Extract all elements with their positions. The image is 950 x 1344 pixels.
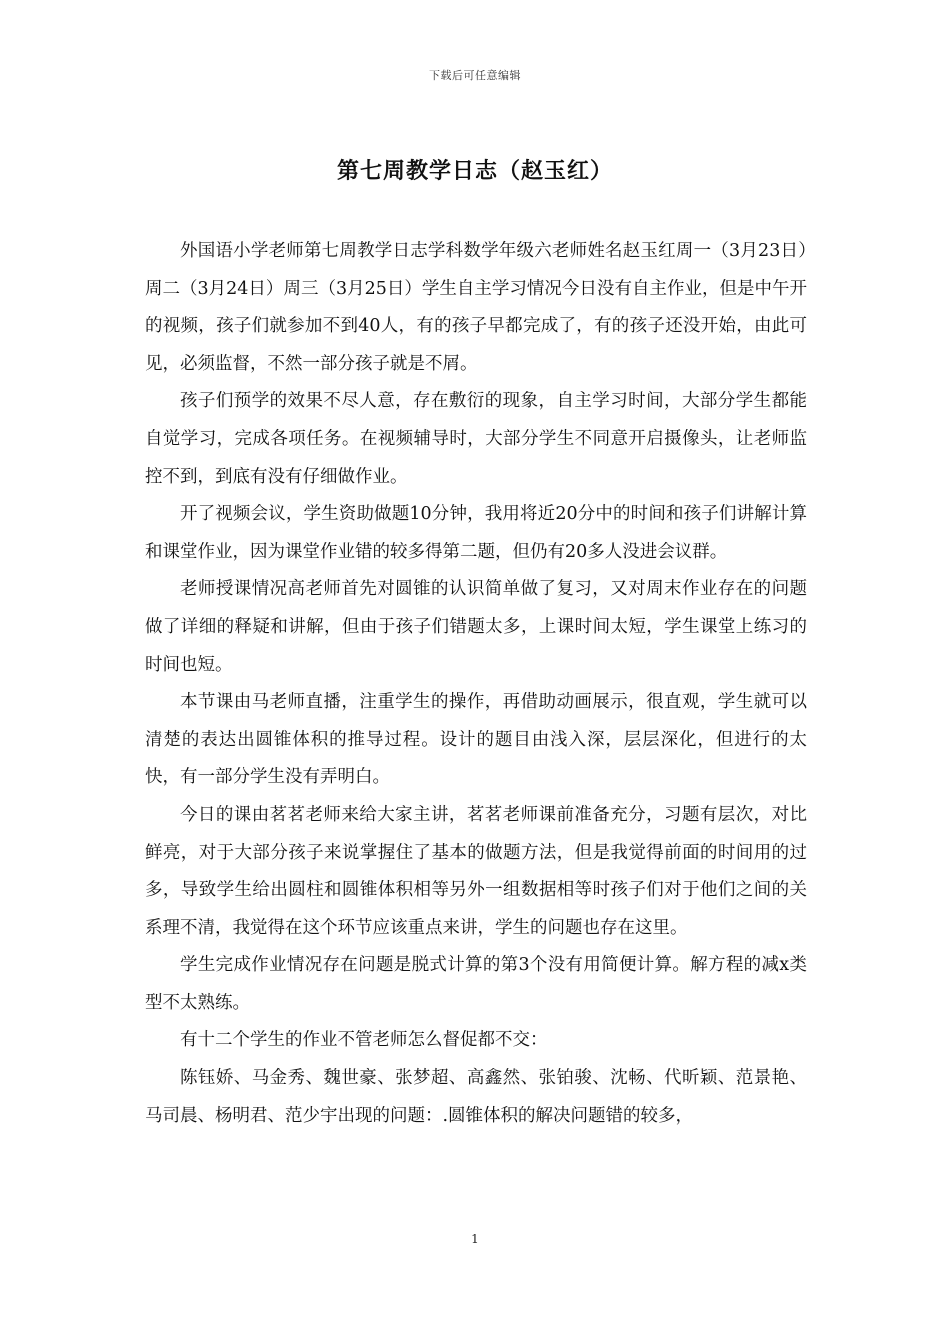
paragraph: 有十二个学生的作业不管老师怎么督促都不交： xyxy=(180,1030,548,1051)
paragraph: 学生完成作业情况存在问题是脱式计算的第3个没有用简便计算。解方程的减x类型不太熟练。 xyxy=(145,955,807,1013)
paragraph: 陈钰娇、马金秀、魏世豪、张梦超、高鑫然、张铂骏、沈畅、代昕颖、范景艳、马司晨、杨明君、范少宇出现的问题：.圆锥体积的解决问题错的较多， xyxy=(145,1068,807,1126)
paragraph: 开了视频会议，学生资助做题10分钟，我用将近20分中的时间和孩子们讲解计算和课堂作业，因为课堂作业错的较多得第二题，但仍有20多人没进会议群。 xyxy=(145,504,807,562)
header-note: 下载后可任意编辑 xyxy=(429,69,521,82)
page-number: 1 xyxy=(471,1232,479,1246)
paragraph: 今日的课由茗茗老师来给大家主讲，茗茗老师课前准备充分，习题有层次，对比鲜亮，对于大部分孩子来说掌握住了基本的做题方法，但是我觉得前面的时间用的过多，导致学生给出圆柱和圆锥体积相等另外一组数据相等时孩子们对于他们之间的关系理不清，我觉得在这个环节应该重点来讲，学生的问题也存在这里。 xyxy=(145,804,807,938)
paragraph: 老师授课情况高老师首先对圆锥的认识简单做了复习，又对周末作业存在的问题做了详细的释疑和讲解，但由于孩子们错题太多，上课时间太短，学生课堂上练习的时间也短。 xyxy=(145,579,807,675)
paragraph: 孩子们预学的效果不尽人意，存在敷衍的现象，自主学习时间，大部分学生都能自觉学习，完成各项任务。在视频辅导时，大部分学生不同意开启摄像头，让老师监控不到，到底有没有仔细做作业。 xyxy=(145,391,807,487)
paragraph: 本节课由马老师直播，注重学生的操作，再借助动画展示，很直观，学生就可以清楚的表达出圆锥体积的推导过程。设计的题目由浅入深，层层深化，但进行的太快，有一部分学生没有弄明白。 xyxy=(145,692,807,788)
document-body xyxy=(145,233,807,1135)
document-title: 第七周教学日志（赵玉红） xyxy=(336,158,613,184)
paragraph: 外国语小学老师第七周教学日志学科数学年级六老师姓名赵玉红周一（3月23日）周二（3月24日）周三（3月25日）学生自主学习情况今日没有自主作业，但是中午开的视频，孩子们就参加不到40人，有的孩子早都完成了，有的孩子还没开始，由此可见，必须监督，不然一部分孩子就是不屑。 xyxy=(145,241,807,374)
